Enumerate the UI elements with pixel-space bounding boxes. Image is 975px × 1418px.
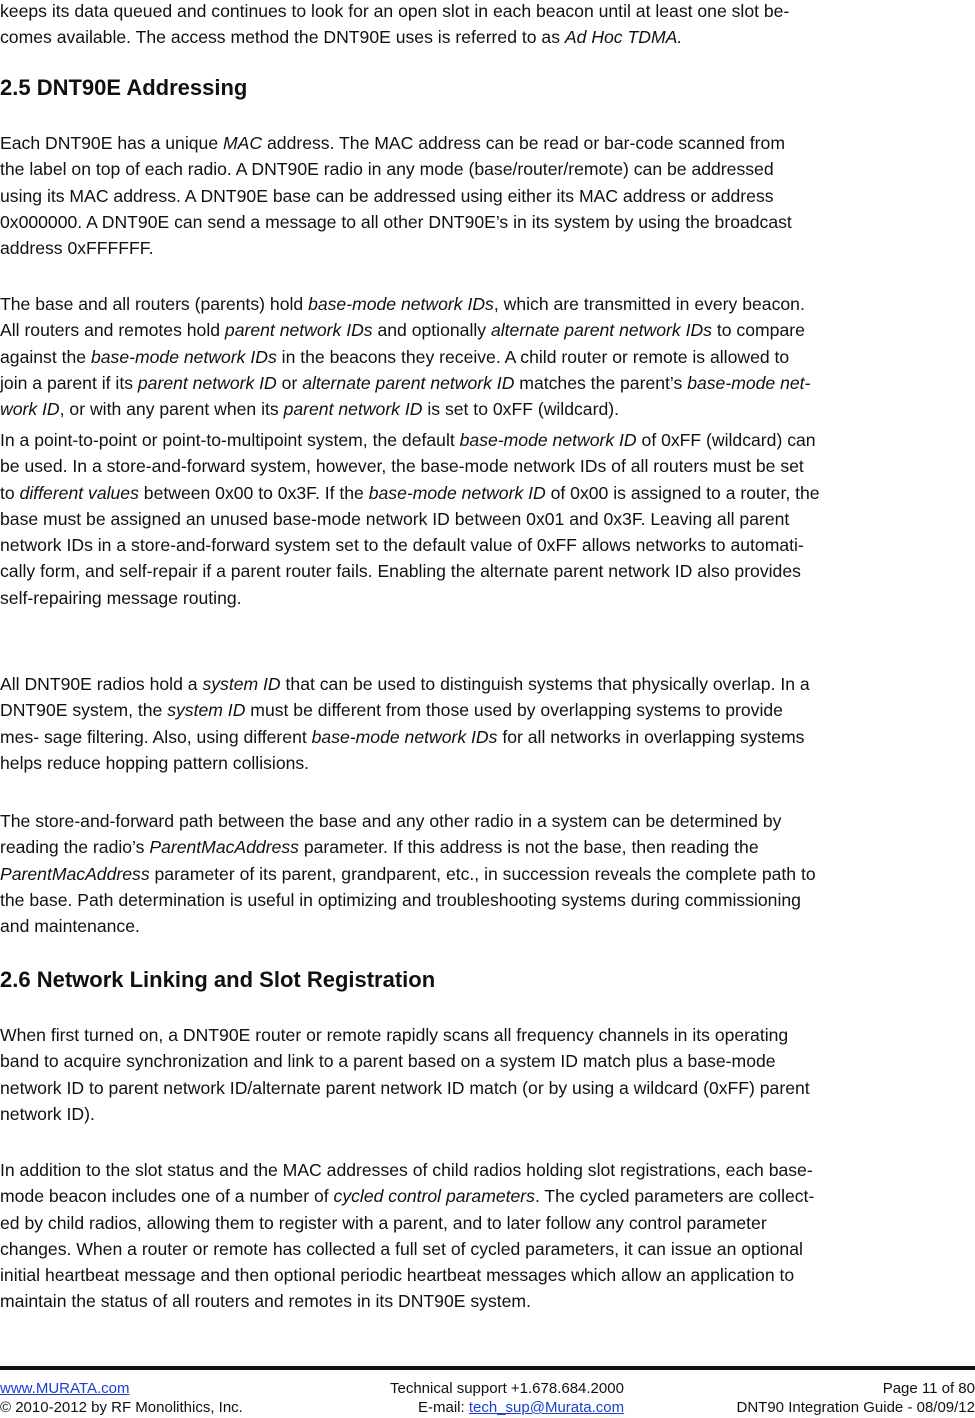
emphasis: different values [19, 482, 139, 503]
text: mode beacon includes one of a number of [0, 1186, 334, 1207]
emphasis: system ID [202, 674, 281, 694]
text: The store-and-forward path between the base and any other radio in a system can be determined by [0, 811, 782, 831]
text: must be different from those used by overlapping systems to provide [245, 700, 783, 721]
linking-paragraph-1 [0, 1022, 972, 1127]
text: address. The MAC address can be read or bar-code scanned from [262, 133, 785, 153]
text: against the [0, 346, 91, 367]
text: the base. Path determination is useful in optimizing and troubleshooting systems during commissioning [0, 889, 801, 910]
addressing-paragraph-2 [0, 291, 972, 422]
text: join a parent if its [0, 372, 138, 393]
page-number: Page 11 of 80 [882, 1380, 975, 1397]
text: and maintenance. [0, 916, 140, 937]
footer-row-top [0, 1379, 975, 1399]
addressing-paragraph-4 [0, 671, 972, 776]
text: of 0x00 is assigned to a router, the [545, 482, 820, 503]
emphasis: base-mode network IDs [308, 294, 494, 314]
text: All routers and remotes hold [0, 320, 225, 341]
emphasis: system ID [167, 700, 246, 721]
email-link[interactable]: tech_sup@Murata.com [468, 1399, 625, 1416]
text: network ID to parent network ID/alternate parent network ID match (or by using a wildcard (0xFF) parent [0, 1077, 810, 1098]
text: parameter of its parent, grandparent, etc., in succession reveals the complete path to [149, 863, 816, 884]
text: All DNT90E radios hold a [0, 674, 203, 694]
emphasis: parent network IDs [224, 320, 373, 341]
footer-divider [0, 1366, 975, 1370]
emphasis: ParentMacAddress [149, 837, 299, 858]
text: in the beacons they receive. A child router or remote is allowed to [276, 346, 790, 367]
intro-paragraph [0, 0, 972, 51]
text: be used. In a store-and-forward system, however, the base-mode network IDs of all routers must be set [0, 456, 804, 477]
text: mes- sage filtering. Also, using different [0, 726, 312, 747]
text: changes. When a router or remote has collected a full set of cycled parameters, it can issue an optional [0, 1238, 803, 1259]
text: , which are transmitted in every beacon. [493, 294, 805, 314]
text: matches the parent’s [514, 372, 688, 393]
text: Each DNT90E has a unique [0, 133, 223, 153]
text: , or with any parent when its [59, 399, 284, 420]
text: parameter. If this address is not the base, then reading the [298, 837, 759, 858]
emphasis: MAC [223, 133, 263, 153]
text: using its MAC address. A DNT90E base can be addressed using either its MAC address or address [0, 185, 774, 206]
emphasis: alternate parent network ID [302, 372, 515, 393]
text: ed by child radios, allowing them to register with a parent, and to later follow any control parameter [0, 1212, 767, 1233]
text: maintain the status of all routers and remotes in its DNT90E system. [0, 1291, 531, 1312]
text: When first turned on, a DNT90E router or remote rapidly scans all frequency channels in its operating [0, 1025, 789, 1045]
addressing-paragraph-5 [0, 808, 972, 939]
technical-support: Technical support +1.678.684.2000 [390, 1380, 624, 1397]
addressing-paragraph-1 [0, 130, 972, 261]
emphasis: parent network ID [283, 399, 423, 420]
text: DNT90E system, the [0, 700, 168, 721]
copyright: © 2010-2012 by RF Monolithics, Inc. [0, 1399, 243, 1416]
emphasis: base-mode network ID [368, 482, 546, 503]
email-line [418, 1398, 624, 1418]
text: keeps its data queued and continues to look for an open slot in each beacon until at least one slot be- [0, 1, 790, 21]
text: In addition to the slot status and the MAC addresses of child radios holding slot registrations, each base- [0, 1160, 813, 1180]
website-link[interactable]: www.MURATA.com [0, 1380, 130, 1397]
emphasis: base-mode network IDs [311, 726, 498, 747]
text: is set to 0xFF (wildcard). [422, 399, 619, 420]
text: self-repairing message routing. [0, 587, 242, 608]
text: cally form, and self-repair if a parent router fails. Enabling the alternate parent network ID also provides [0, 561, 801, 582]
emphasis: base-mode network IDs [90, 346, 277, 367]
text: for all networks in overlapping systems [497, 726, 805, 747]
emphasis: ParentMacAddress [0, 863, 150, 884]
text: band to acquire synchronization and link to a parent based on a system ID match plus a base-mode [0, 1051, 776, 1072]
text: base must be assigned an unused base-mode network ID between 0x01 and 0x3F. Leaving all parent [0, 508, 790, 529]
text: comes available. The access method the DNT90E uses is referred to as [0, 27, 565, 48]
text: initial heartbeat message and then optional periodic heartbeat messages which allow an application to [0, 1265, 795, 1286]
text: The base and all routers (parents) hold [0, 294, 309, 314]
emphasis: work ID [0, 399, 60, 420]
email-label: E-mail: [418, 1399, 469, 1416]
section-heading-2-6: 2.6 Network Linking and Slot Registration [0, 967, 436, 992]
text: reading the radio’s [0, 837, 150, 858]
text: In a point-to-point or point-to-multipoint system, the default [0, 430, 460, 450]
linking-paragraph-2 [0, 1157, 972, 1315]
text: of 0xFF (wildcard) can [636, 430, 816, 450]
emphasis: Ad Hoc TDMA. [564, 27, 683, 48]
emphasis: cycled control parameters [333, 1186, 535, 1207]
text: between 0x00 to 0x3F. If the [138, 482, 369, 503]
text: that can be used to distinguish systems that physically overlap. In a [280, 674, 810, 694]
addressing-paragraph-3 [0, 427, 972, 611]
text: or [276, 372, 303, 393]
guide-title: DNT90 Integration Guide - 08/09/12 [736, 1399, 975, 1416]
text: . The cycled parameters are collect- [534, 1186, 815, 1207]
text: to compare [711, 320, 805, 341]
emphasis: alternate parent network IDs [490, 320, 712, 341]
text: address 0xFFFFFF. [0, 238, 154, 259]
emphasis: base-mode network ID [459, 430, 637, 450]
text: to [0, 482, 20, 503]
emphasis: parent network ID [137, 372, 277, 393]
footer-row-bottom [0, 1398, 975, 1418]
text: helps reduce hopping pattern collisions. [0, 752, 310, 773]
emphasis: base-mode net- [687, 372, 811, 393]
text: network IDs in a store-and-forward system set to the default value of 0xFF allows networks to automati- [0, 535, 804, 556]
text: and optionally [372, 320, 491, 341]
text: the label on top of each radio. A DNT90E radio in any mode (base/router/remote) can be addressed [0, 159, 774, 180]
text: 0x000000. A DNT90E can send a message to all other DNT90E’s in its system by using the broadcast [0, 211, 792, 232]
section-heading-2-5: 2.5 DNT90E Addressing [0, 75, 248, 100]
text: network ID). [0, 1103, 95, 1124]
